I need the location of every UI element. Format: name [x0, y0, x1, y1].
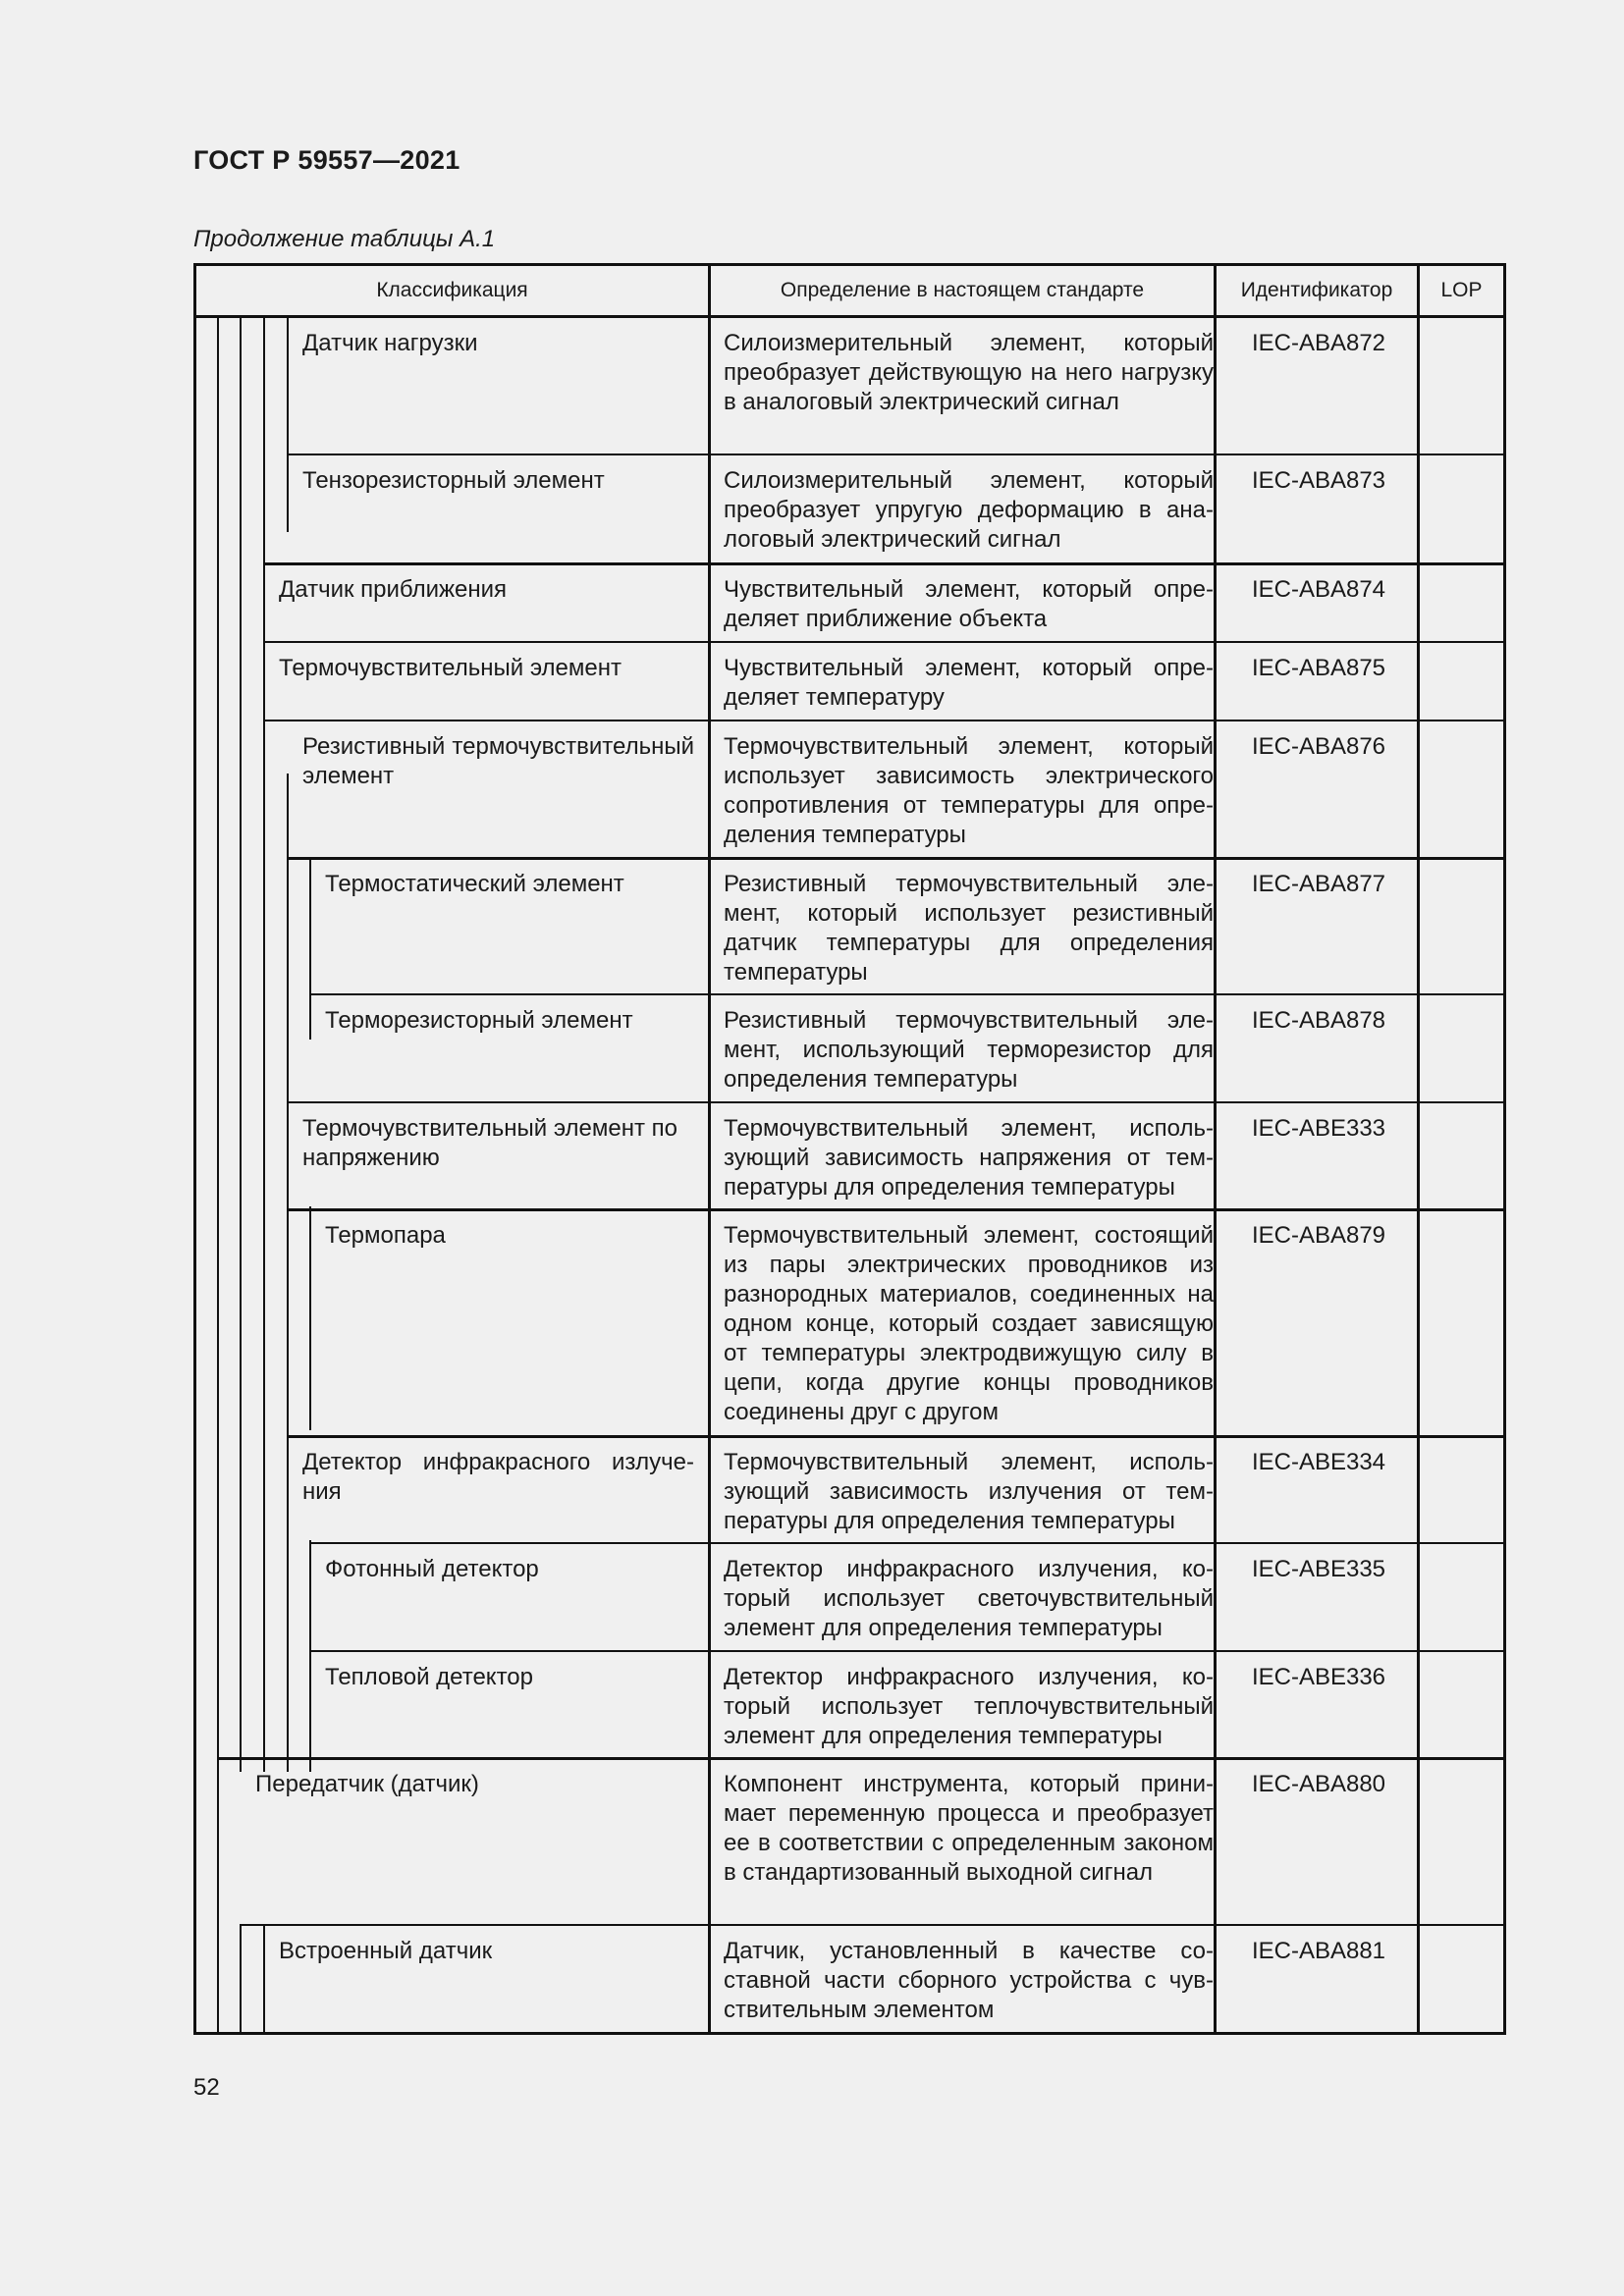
definition-cell: Резистивный термочувствительный элемент, использующий терморезистор для определения температуры [724, 1007, 1214, 1093]
row-separator [263, 641, 1506, 643]
row-separator [217, 1757, 1506, 1760]
identifier-cell: IEC-ABA876 [1251, 733, 1386, 760]
classification-cell: Тепловой детектор [325, 1664, 533, 1690]
table-bottom-border [193, 2032, 1506, 2035]
document-title: ГОСТ Р 59557—2021 [193, 145, 460, 175]
table-left-border [193, 263, 196, 2034]
row-separator [309, 1542, 1506, 1544]
column-separator [1417, 263, 1420, 2034]
header-bottom-border [193, 315, 1506, 318]
level-line-3 [263, 318, 265, 1772]
identifier-cell: IEC-ABE333 [1251, 1115, 1386, 1142]
page-number: 52 [193, 2074, 220, 2101]
table-caption: Продолжение таблицы А.1 [193, 226, 496, 252]
row-separator [240, 1924, 1506, 1926]
classification-cell: Передатчик (датчик) [255, 1771, 479, 1797]
definition-cell: Термочувствительный элемент, использующий зависимость излучения от температуры для определения температуры [724, 1449, 1214, 1534]
header-classification: Классификация [376, 279, 528, 301]
level-line-3 [263, 1924, 265, 2034]
header-identifier: Идентификатор [1240, 279, 1393, 301]
classification-cell: Термочувствительный элемент по напряжению [302, 1115, 677, 1171]
table-right-border [1503, 263, 1506, 2034]
identifier-cell: IEC-ABE334 [1251, 1449, 1386, 1475]
row-separator [287, 1435, 1506, 1438]
identifier-cell: IEC-ABE336 [1251, 1664, 1386, 1690]
definition-cell: Чувствительный элемент, который определяет температуру [724, 655, 1214, 711]
classification-cell: Фотонный детектор [325, 1556, 539, 1582]
classification-cell: Термочувствительный элемент [279, 655, 622, 681]
level-line-2 [240, 1924, 242, 2034]
classification-cell: Терморезисторный элемент [325, 1007, 633, 1034]
level-line-5 [309, 1206, 311, 1430]
definition-cell: Компонент инструмента, который принимает переменную процесса и преобразует ее в соответствии с определенным законом в стандартизованный выходной сигнал [724, 1771, 1214, 1886]
definition-cell: Термочувствительный элемент, который использует зависимость электрического сопротивления от температуры для определения температуры [724, 733, 1214, 848]
column-separator [708, 263, 711, 2034]
definition-cell: Силоизмерительный элемент, который преобразует упругую деформацию в аналоговый электрический сигнал [724, 467, 1214, 553]
level-line-4 [287, 318, 289, 532]
row-separator [287, 857, 1506, 860]
identifier-cell: IEC-ABA881 [1251, 1938, 1386, 1964]
column-separator [1214, 263, 1217, 2034]
identifier-cell: IEC-ABE335 [1251, 1556, 1386, 1582]
definition-cell: Термочувствительный элемент, использующий зависимость напряжения от температуры для определения температуры [724, 1115, 1214, 1201]
classification-cell: Датчик нагрузки [302, 330, 478, 356]
definition-cell: Детектор инфракрасного излучения, который использует светочувствительный элемент для определения температуры [724, 1556, 1214, 1641]
identifier-cell: IEC-ABA880 [1251, 1771, 1386, 1797]
identifier-cell: IEC-ABA879 [1251, 1222, 1386, 1249]
classification-cell: Встроенный датчик [279, 1938, 493, 1964]
level-line-1 [217, 318, 219, 2034]
definition-cell: Детектор инфракрасного излучения, который использует теплочувствительный элемент для определения температуры [724, 1664, 1214, 1749]
identifier-cell: IEC-ABA875 [1251, 655, 1386, 681]
definition-cell: Чувствительный элемент, который определяет приближение объекта [724, 576, 1214, 632]
row-separator [263, 720, 1506, 721]
definition-cell: Силоизмерительный элемент, который преобразует действующую на него нагрузку в аналоговый электрический сигнал [724, 330, 1214, 415]
classification-table [193, 263, 1506, 2034]
identifier-cell: IEC-ABA878 [1251, 1007, 1386, 1034]
row-separator [287, 1101, 1506, 1103]
identifier-cell: IEC-ABA873 [1251, 467, 1386, 494]
level-line-5 [309, 1540, 311, 1772]
header-definition: Определение в настоящем стандарте [780, 279, 1145, 301]
level-line-2 [240, 318, 242, 1772]
classification-cell: Термостатический элемент [325, 871, 624, 897]
identifier-cell: IEC-ABA872 [1251, 330, 1386, 356]
header-lop: LOP [1440, 279, 1483, 301]
classification-cell: Тензорезисторный элемент [302, 467, 605, 494]
row-separator [287, 1208, 1506, 1211]
row-separator [309, 1650, 1506, 1652]
row-separator [287, 454, 1506, 455]
identifier-cell: IEC-ABA877 [1251, 871, 1386, 897]
level-line-4 [287, 774, 289, 1772]
classification-cell: Детектор инфракрасного излучения [302, 1449, 694, 1505]
row-separator [263, 562, 1506, 565]
definition-cell: Термочувствительный элемент, состоящий из пары электрических проводников из разнородных материалов, соединенных на одном конце, который создает зависящую от температуры электродвижущую силу в цепи, когда другие концы проводников соединены друг с другом [724, 1222, 1214, 1425]
level-line-5 [309, 859, 311, 1040]
identifier-cell: IEC-ABA874 [1251, 576, 1386, 603]
classification-cell: Резистивный термочувствительный элемент [302, 733, 694, 789]
row-separator [309, 993, 1506, 995]
classification-cell: Датчик приближения [279, 576, 508, 603]
definition-cell: Датчик, установленный в качестве составной части сборного устройства с чувствительным элементом [724, 1938, 1214, 2023]
definition-cell: Резистивный термочувствительный элемент, который использует резистивный датчик температуры для определения температуры [724, 871, 1214, 986]
classification-cell: Термопара [325, 1222, 446, 1249]
